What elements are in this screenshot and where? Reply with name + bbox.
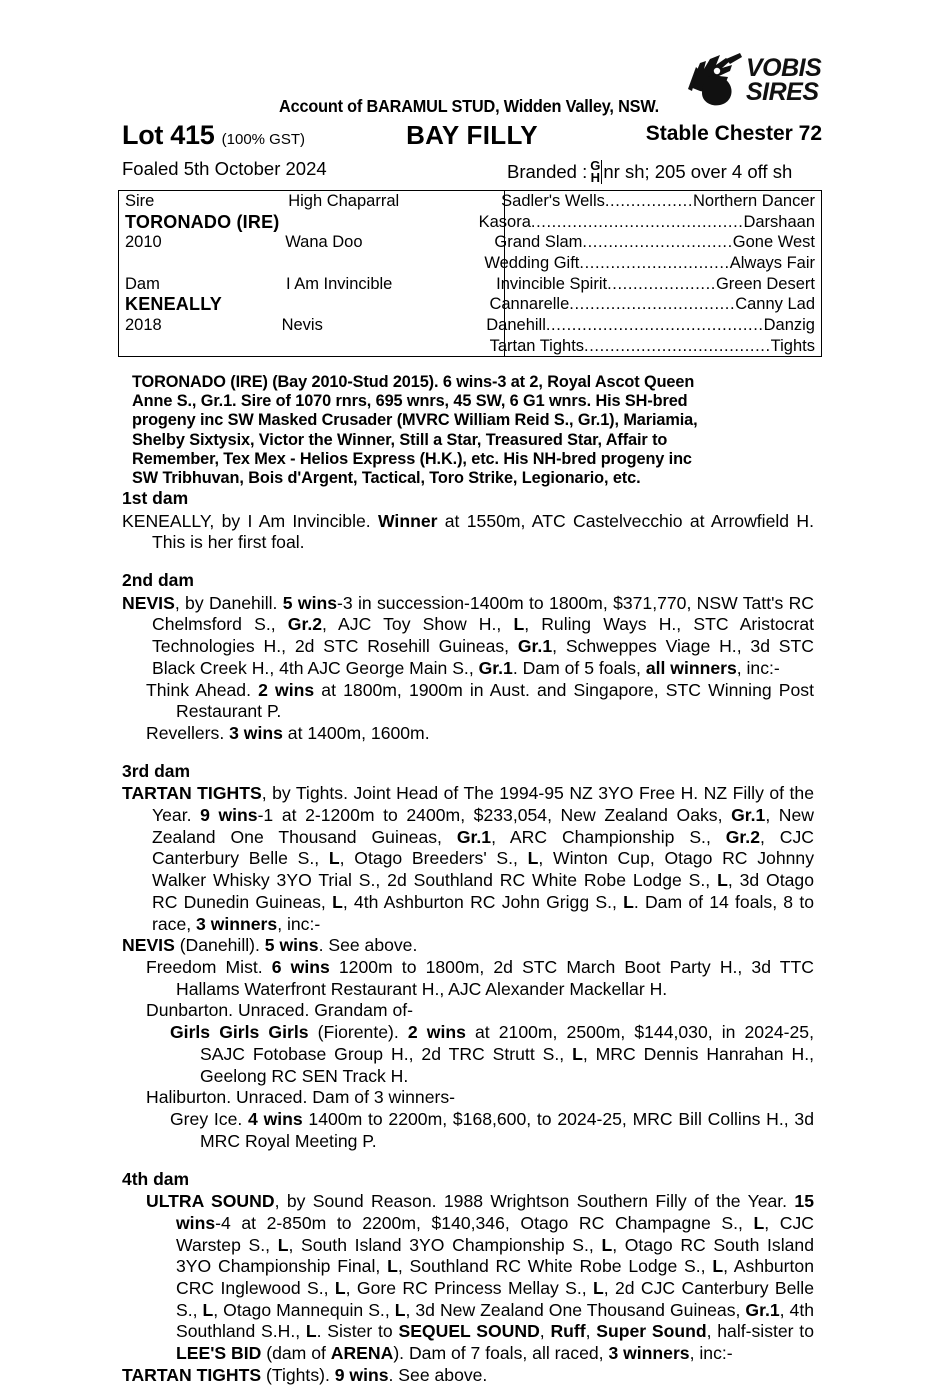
entry-text: , by I Am Invincible. (209, 510, 378, 531)
entry-highlight: Super Sound (596, 1321, 707, 1342)
foaled-branded-row (122, 158, 822, 184)
pedigree-entry (122, 1109, 814, 1152)
sire-summary-paragraph (132, 373, 810, 488)
pedigree-entry (122, 1365, 814, 1387)
entry-text: , half-sister to (706, 1321, 814, 1342)
entry-text: , 2d CJC Canterbury Belle S., (176, 1278, 814, 1320)
entry-text: Dunbarton. Unraced. Grandam of- (146, 1000, 413, 1021)
pedigree-parent-cell: TORONADO (IRE) (125, 211, 280, 232)
entry-text: , Gore RC Princess Mellay S., (345, 1278, 594, 1298)
entry-highlight: ARENA (330, 1343, 394, 1364)
branded-label: Branded : (507, 160, 588, 182)
entry-highlight: Gr.1 (731, 805, 766, 826)
entry-highlight: 15 wins (176, 1191, 814, 1233)
pedigree-gg-name: Kasora (478, 212, 531, 231)
entry-highlight: L (305, 1321, 317, 1342)
entry-text: 1200m to 1800m, 2d STC March Boot Party H., 3d TTC Hallams Waterfront Restaurant H., AJC Alexander Mackellar H. (176, 957, 814, 999)
entry-text: at 1800m, 1900m in Aust. and Singapore, STC Winning Post Restaurant P. (176, 679, 814, 722)
logo-text-line1: VOBIS (746, 54, 822, 82)
entry-highlight: L (332, 891, 343, 912)
brand-top-letter: G (590, 158, 601, 173)
entry-highlight: 2 wins (407, 1022, 466, 1043)
pedigree-dot-leader: ............................. (582, 233, 733, 252)
entry-highlight: L (572, 1043, 583, 1064)
entry-highlight: 3 winners (196, 913, 278, 934)
entry-text: , Otago Breeders' S., (339, 848, 528, 869)
pedigree-parent-cell: Sire (125, 191, 155, 210)
entry-text: , 4th Ashburton RC John Grigg S., (342, 891, 624, 912)
pedigree-entry (122, 1022, 814, 1087)
entry-text: , 3d Otago RC Dunedin Guineas, (152, 870, 814, 912)
entry-text: . See above. (318, 935, 418, 956)
pedigree-gg-name: Grand Slam (494, 233, 583, 252)
pedigree-gg-sire: Danzig (763, 315, 815, 334)
pedigree-greatgrandparent-cell (493, 192, 821, 211)
pedigree-row (119, 253, 821, 274)
entry-text: 1400m to 2200m, $168,600, to 2024-25, MRC Bill Collins H., 3d MRC Royal Meeting P. (200, 1109, 814, 1151)
gst-note: (100% GST) (221, 131, 305, 148)
lot-title-row (122, 120, 822, 154)
pedigree-dot-leader: ......................................... (530, 212, 744, 231)
entry-highlight: Winner (377, 510, 438, 531)
pedigree-entry (122, 680, 814, 723)
entry-text: Freedom Mist. (146, 957, 272, 978)
entry-highlight: L (202, 1299, 214, 1320)
entry-text: , by Tights. Joint Head of The 1994-95 NZ 3YO Free H. NZ Filly of the Year. (152, 783, 814, 826)
entry-text: , Schweppes Viage H., 3d STC Black Creek H., 4th AJC George Main S., (152, 636, 814, 678)
pedigree-entry (122, 1191, 814, 1365)
pedigree-row (119, 274, 821, 295)
entry-text: . Sister to (316, 1321, 399, 1342)
entry-text: at 1550m, ATC Castelvecchio at Arrowfield H. This is her first foal. (152, 510, 814, 553)
entry-highlight: Gr.1 (478, 657, 513, 678)
entry-text: , CJC Warstep S., (176, 1212, 815, 1255)
pedigree-table (118, 190, 822, 357)
pedigree-greatgrandparent-cell (486, 233, 821, 252)
entry-highlight: L (623, 891, 634, 912)
entry-text: at 2100m, 2500m, $144,030, in 2024-25, SAJC Fotobase Group H., 2d TRC Strutt S., (200, 1022, 814, 1064)
pedigree-row (119, 336, 821, 357)
entry-text: (Fiorente). (308, 1022, 408, 1043)
branded-detail: nr sh; 205 over 4 off sh (603, 160, 793, 182)
stable-location: Stable Chester 72 (645, 122, 822, 145)
sire-summary-line: Remember, Tex Mex - Helios Express (H.K.), etc. His NH-bred progeny inc (132, 449, 692, 468)
pedigree-parent-cell: Dam (125, 274, 160, 293)
pedigree-entry (122, 1000, 814, 1022)
entry-text: Haliburton. Unraced. Dam of 3 winners- (146, 1087, 455, 1108)
colour-and-sex: BAY FILLY (406, 120, 538, 150)
entry-highlight: 9 wins (200, 805, 258, 826)
pedigree-grandparent-cell: High Chaparral (288, 191, 400, 210)
sire-summary-line: progeny inc SW Masked Crusader (MVRC William Reid S., Gr.1), Mariamia, (132, 411, 698, 430)
sire-summary-line: Anne S., Gr.1. Sire of 1070 rnrs, 695 wnrs, 45 SW, 6 G1 wnrs. His SH-bred (132, 392, 688, 411)
entry-text: , ARC Championship S., (491, 826, 726, 847)
entry-highlight: L (513, 614, 525, 635)
entry-text: KENEALLY (122, 510, 210, 531)
pedigree-dot-leader: ..................... (607, 274, 716, 293)
entry-highlight: TARTAN TIGHTS (122, 1364, 262, 1385)
section-gap (122, 554, 814, 570)
pedigree-gg-name: Danehill (486, 315, 546, 334)
section-gap (122, 745, 814, 761)
entry-text: . Dam of 5 foals, (512, 657, 646, 678)
entry-highlight: ULTRA SOUND (146, 1191, 275, 1212)
pedigree-dot-leader: ................................ (569, 295, 736, 314)
pedigree-entry (122, 511, 814, 554)
entry-text: at 1400m, 1600m. (282, 722, 430, 743)
pedigree-gg-name: Invincible Spirit (496, 274, 608, 293)
entry-text: Grey Ice. (170, 1109, 249, 1130)
entry-highlight: L (753, 1212, 765, 1233)
entry-text: , inc:- (736, 657, 780, 678)
entry-text: , 3d New Zealand One Thousand Guineas, (405, 1299, 746, 1320)
pedigree-row (119, 232, 821, 253)
pedigree-grandparent-cell: Nevis (281, 315, 323, 334)
entry-text: , (539, 1321, 551, 1342)
pedigree-gg-sire: Green Desert (715, 274, 815, 293)
entry-highlight: LEE'S BID (176, 1343, 262, 1364)
entry-highlight: NEVIS (122, 935, 175, 956)
entry-text: -3 in succession-1400m to 1800m, $371,770, NSW Tatt's RC Chelmsford S., (152, 592, 815, 635)
entry-text: , MRC Dennis Hanrahan H., Geelong RC SEN Track H. (200, 1043, 815, 1086)
entry-highlight: L (394, 1299, 406, 1320)
pedigree-parent-cell: KENEALLY (125, 294, 222, 315)
pedigree-greatgrandparent-cell (478, 316, 821, 335)
lot-number-text: Lot 415 (122, 120, 215, 150)
entry-text: (Tights). (261, 1364, 335, 1385)
pedigree-grandparent-cell: I Am Invincible (285, 274, 393, 293)
pedigree-gg-sire: Always Fair (729, 253, 815, 272)
sire-summary-line: TORONADO (IRE) (Bay 2010-Stud 2015). 6 wins-3 at 2, Royal Ascot Queen (132, 373, 695, 391)
pedigree-entry (122, 593, 814, 680)
entry-highlight: L (712, 1256, 724, 1277)
entry-text: Think Ahead. (146, 679, 259, 700)
entry-highlight: Gr.1 (745, 1299, 780, 1320)
pedigree-greatgrandparent-cell (476, 254, 821, 273)
entry-text: , CJC Canterbury Belle S., (152, 826, 814, 869)
pedigree-gg-sire: Northern Dancer (693, 191, 815, 210)
entry-text: ). Dam of 7 foals, all raced, (393, 1343, 609, 1364)
logo-text-line2: SIRES (746, 78, 819, 106)
entry-text: Revellers. (146, 722, 230, 743)
pedigree-greatgrandparent-cell (471, 213, 821, 232)
entry-highlight: 4 wins (248, 1109, 303, 1130)
entry-highlight: 6 wins (271, 957, 330, 978)
pedigree-entry (122, 723, 814, 745)
pedigree-dot-leader: ................. (604, 191, 694, 210)
sire-summary-line: SW Tribhuvan, Bois d'Argent, Tactical, Toro Strike, Legionario, etc. (132, 469, 641, 488)
entry-text: , Southland RC White Robe Lodge S., (397, 1256, 713, 1277)
entry-text: , (585, 1321, 597, 1342)
entry-highlight: L (334, 1278, 346, 1298)
entry-text: , Winton Cup, Otago RC Johnny Walker Whisky 3YO Trial S., 2d Southland RC White Robe Lodge S., (152, 848, 814, 891)
pedigree-greatgrandparent-cell (481, 295, 821, 314)
entry-highlight: Gr.2 (287, 614, 322, 635)
entry-text: -1 at 2-1200m to 2400m, $233,054, New Zealand Oaks, (257, 805, 732, 826)
pedigree-entry (122, 1087, 814, 1109)
entry-text: , Otago Mannequin S., (213, 1299, 395, 1320)
entry-text: -4 at 2-850m to 2200m, $140,346, Otago RC Champagne S., (215, 1212, 754, 1233)
entry-highlight: Gr.1 (456, 826, 492, 847)
entry-text: , by Danehill. (174, 592, 283, 613)
pedigree-greatgrandparent-cell (488, 275, 821, 294)
pedigree-row (119, 294, 821, 315)
entry-highlight: Gr.1 (517, 636, 553, 657)
pedigree-dot-leader: ............................. (579, 253, 730, 272)
entry-text: , 4th Southland S.H., (176, 1299, 814, 1342)
brand-bottom-letter: H (590, 169, 600, 185)
entry-highlight: L (527, 848, 539, 869)
branded-info (507, 158, 792, 183)
account-line: Account of BARAMUL STUD, Widden Valley, NSW. (279, 96, 659, 116)
entry-text: . Dam of 14 foals, 8 to race, (152, 891, 814, 934)
dam-heading: 2nd dam (122, 570, 194, 591)
dam-heading: 3rd dam (122, 760, 191, 781)
entry-highlight: 5 wins (264, 935, 319, 956)
pedigree-parent-cell: 2010 (125, 233, 162, 252)
entry-highlight: L (328, 848, 340, 869)
pedigree-dot-leader: .................................... (584, 336, 771, 355)
entry-text: , AJC Toy Show H., (322, 614, 514, 635)
pedigree-gg-sire: Tights (770, 336, 815, 355)
pedigree-gg-name: Sadler's Wells (501, 191, 605, 210)
entry-text: , Ruling Ways H., STC Aristocrat Technologies H., 2d STC Rosehill Guineas, (152, 614, 815, 657)
pedigree-body (122, 488, 814, 1387)
dam-heading: 4th dam (122, 1168, 190, 1189)
dam-heading: 1st dam (122, 488, 189, 508)
pedigree-greatgrandparent-cell (482, 337, 821, 356)
entry-text: . See above. (388, 1364, 488, 1385)
entry-highlight: NEVIS (122, 592, 175, 613)
entry-highlight: Ruff (550, 1321, 586, 1342)
entry-highlight: all winners (645, 657, 737, 678)
pedigree-gg-name: Cannarelle (489, 295, 570, 314)
entry-highlight: 3 winners (608, 1343, 690, 1364)
entry-highlight: SEQUEL SOUND (398, 1321, 540, 1342)
entry-text: , New Zealand One Thousand Guineas, (152, 805, 814, 847)
pedigree-row (119, 191, 821, 212)
pedigree-gg-sire: Canny Lad (735, 295, 815, 314)
entry-highlight: TARTAN TIGHTS (122, 783, 262, 804)
brand-glyph (590, 160, 602, 184)
entry-text: , inc:- (689, 1343, 733, 1364)
entry-text: , inc:- (277, 913, 321, 934)
pedigree-gg-name: Tartan Tights (489, 336, 585, 355)
entry-highlight: 3 wins (229, 722, 283, 743)
entry-text: , Ashburton CRC Inglewood S., (176, 1256, 814, 1298)
entry-highlight: L (277, 1234, 289, 1255)
pedigree-row (119, 315, 821, 336)
entry-highlight: L (593, 1278, 604, 1298)
pedigree-gg-sire: Darshaan (743, 212, 815, 231)
section-gap (122, 1153, 814, 1169)
pedigree-entry (122, 957, 814, 1000)
entry-text: , South Island 3YO Championship S., (288, 1234, 602, 1255)
entry-highlight: 2 wins (258, 679, 315, 700)
sire-summary-line: Shelby Sixtysix, Victor the Winner, Still a Star, Treasured Star, Affair to (132, 430, 668, 449)
pedigree-entry (122, 935, 814, 957)
entry-highlight: 5 wins (282, 592, 337, 613)
entry-text: , Otago RC South Island 3YO Championship Final, (176, 1234, 814, 1277)
pedigree-grandparent-cell: Wana Doo (285, 233, 363, 252)
entry-highlight: L (601, 1234, 613, 1255)
entry-highlight: 9 wins (334, 1364, 389, 1385)
entry-highlight: Girls Girls Girls (170, 1022, 309, 1043)
entry-highlight: Gr.2 (725, 826, 760, 847)
pedigree-dot-leader: .......................................... (545, 315, 764, 334)
pedigree-gg-sire: Gone West (732, 233, 815, 252)
entry-text: (dam of (261, 1343, 331, 1364)
pedigree-entry (122, 783, 814, 935)
entry-highlight: L (387, 1256, 398, 1277)
pedigree-row (119, 212, 821, 233)
pedigree-parent-cell: 2018 (125, 315, 162, 334)
entry-text: (Danehill). (174, 935, 265, 956)
pedigree-gg-name: Wedding Gift (484, 253, 580, 272)
entry-text: , by Sound Reason. 1988 Wrightson Southern Filly of the Year. (274, 1191, 795, 1212)
entry-highlight: L (717, 870, 728, 891)
foaled-date: Foaled 5th October 2024 (122, 158, 327, 179)
